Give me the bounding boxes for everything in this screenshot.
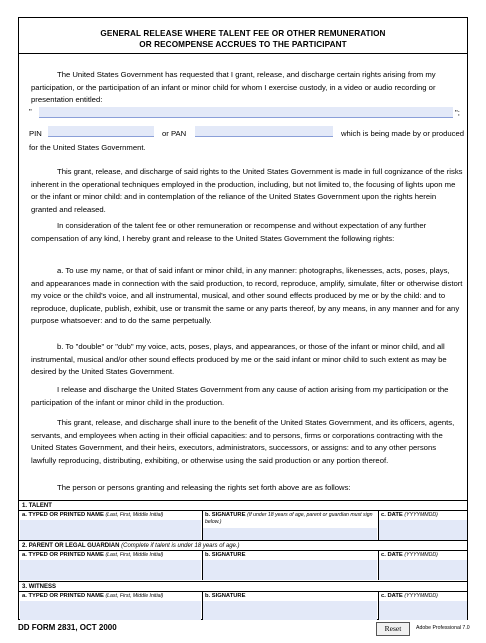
close-quote: ";: [455, 108, 460, 117]
talent-signature-field[interactable]: [203, 528, 377, 540]
talent-name-field[interactable]: [20, 520, 201, 540]
grant-text: This grant, release, and discharge of said rights to the United States Government is made in full cognizance of the risks inherent in the operational techniques employed in the production, including, but not limited to, the focusing of lights upon me or the infant or minor child: and in contemplation of the reliance of the United States Government upon the rights herein granted and released.: [31, 167, 463, 214]
pin-line-suffix: which is being made by or produced: [341, 129, 465, 138]
talent-date-field[interactable]: [379, 520, 467, 540]
section-2-signature-label: [205, 552, 245, 559]
pin-line-continuation: for the United States Government.: [29, 143, 146, 152]
release-paragraph: [31, 384, 463, 409]
section-3-date-label: [381, 593, 438, 600]
section-3-number: 3.: [22, 584, 28, 590]
title-divider: [19, 53, 467, 54]
section-2-name-label-text: a. TYPED OR PRINTED NAME: [22, 552, 104, 558]
pin-field[interactable]: [48, 126, 154, 137]
section-2-name-label: [22, 552, 163, 559]
guardian-name-field[interactable]: [20, 560, 201, 580]
section-3-title: WITNESS: [28, 584, 57, 590]
pin-label: PIN: [29, 129, 42, 138]
section-2-name-hint: (Last, First, Middle Initial): [105, 552, 164, 558]
section-3-header-rule: [19, 591, 467, 592]
form-title: [19, 28, 467, 50]
section-1-number: 1.: [22, 503, 28, 509]
section-1-date-label-text: c. DATE: [381, 512, 403, 518]
section-3-top-rule: [19, 581, 467, 582]
section-2-number: 2.: [22, 543, 28, 549]
form-id: DD FORM 2831, OCT 2000: [18, 623, 117, 632]
section-1-heading: [22, 502, 52, 510]
witness-date-field[interactable]: [379, 601, 467, 620]
item-a-paragraph: [31, 265, 463, 328]
section-1-header-rule: [19, 510, 467, 511]
guardian-date-field[interactable]: [379, 560, 467, 580]
witness-signature-field[interactable]: [203, 601, 377, 620]
section-1-name-label-text: a. TYPED OR PRINTED NAME: [22, 512, 104, 518]
section-2-signature-label-text: b. SIGNATURE: [205, 552, 246, 558]
pan-field[interactable]: [195, 126, 333, 137]
section-2-date-label: [381, 552, 438, 559]
section-1-name-hint: (Last, First, Middle Initial): [105, 512, 164, 518]
section-1-date-hint: (YYYYMMDD): [404, 512, 438, 518]
section-1-signature-label: [205, 512, 375, 526]
section-3-heading: [22, 583, 56, 591]
section-1-top-rule: [19, 500, 467, 501]
section-3-signature-label: [205, 593, 245, 600]
guardian-signature-field[interactable]: [203, 560, 377, 580]
production-title-field[interactable]: [39, 107, 453, 118]
section-3-name-hint: (Last, First, Middle Initial): [105, 593, 164, 599]
grant-paragraph: [31, 166, 463, 216]
intro-paragraph: [31, 69, 463, 107]
section-3-signature-label-text: b. SIGNATURE: [205, 593, 246, 599]
inure-paragraph: [31, 417, 463, 467]
section-3-name-label: [22, 593, 163, 600]
section-2-header-rule: [19, 550, 467, 551]
witness-name-field[interactable]: [20, 601, 201, 620]
section-2-date-hint: (YYYYMMDD): [404, 552, 438, 558]
item-b-paragraph: [31, 341, 463, 379]
consideration-text: In consideration of the talent fee or other remuneration or recompense and without expectation of any further compensation of any kind, I hereby grant and release to the United States Government the following rights:: [31, 221, 427, 243]
inure-text: This grant, release, and discharge shall inure to the benefit of the United States Government, and its officers, agents, servants, and employees when acting in their official capacities: and to persons, firms or corporations contracting with the United States Government, and their heirs, executors, administrators, successors, or assigns: and to any other persons lawfully reproducing, distributing, exhibiting, or otherwise using the said production or any portion thereof.: [31, 418, 455, 465]
section-1-signature-hint: (If under 18 years of age, parent or guardian must sign below.): [205, 512, 373, 525]
release-text: I release and discharge the United States Government from any cause of action arising from my participation or the participation of the infant or minor child in the production.: [31, 385, 449, 407]
form-title-line-2: OR RECOMPENSE ACCRUES TO THE PARTICIPANT: [139, 40, 347, 49]
section-2-date-label-text: c. DATE: [381, 552, 403, 558]
consideration-paragraph: [31, 220, 463, 245]
section-2-top-rule: [19, 540, 467, 541]
section-2-title: PARENT OR LEGAL GUARDIAN: [28, 543, 120, 549]
item-a-text: a. To use my name, or that of said infant or minor child, in any manner: photographs, likenesses, acts, poses, plays, and appearances made in connection with the said production, to record, reproduce, amplify, simulate, filter or otherwise distort my voice or the child's voice, and all instrumental, musical, and other sound effects produced by me or by the child: and to reproduce, duplicate, publish, exhibit, use or transmit the same or any parts thereof, by any means, in any manner and for any purpose whatsoever: and to do the same perpetually.: [31, 266, 463, 325]
persons-text: The person or persons granting and releasing the rights set forth above are as follows:: [57, 483, 351, 492]
section-1-signature-label-text: b. SIGNATURE: [205, 512, 246, 518]
section-3-date-label-text: c. DATE: [381, 593, 403, 599]
section-3-date-hint: (YYYYMMDD): [404, 593, 438, 599]
section-2-note: (Complete if talent is under 18 years of age.): [121, 543, 240, 549]
software-version: Adobe Professional 7.0: [416, 625, 470, 631]
reset-button[interactable]: Reset: [376, 622, 410, 636]
pan-label: or PAN: [162, 129, 187, 138]
section-1-date-label: [381, 512, 438, 519]
persons-paragraph: [31, 482, 463, 495]
item-b-text: b. To "double" or "dub" my voice, acts, poses, plays, and appearances, or those of the infant or minor child, and all instrumental, musical and/or other sound effects produced by me or the said infant or minor child to such extent as may be desired by the United States Government.: [31, 342, 447, 376]
section-3-name-label-text: a. TYPED OR PRINTED NAME: [22, 593, 104, 599]
form-frame: [18, 17, 468, 620]
section-1-name-label: [22, 512, 163, 519]
form-title-line-1: GENERAL RELEASE WHERE TALENT FEE OR OTHER REMUNERATION: [100, 29, 386, 38]
intro-text: The United States Government has requested that I grant, release, and discharge certain rights arising from my participation, or the participation of an infant or minor child for whom I exercise custody, in a video or audio recording or presentation entitled:: [31, 70, 436, 104]
section-1-title: TALENT: [28, 503, 52, 509]
section-2-heading: [22, 542, 240, 550]
open-quote: ": [29, 107, 32, 116]
